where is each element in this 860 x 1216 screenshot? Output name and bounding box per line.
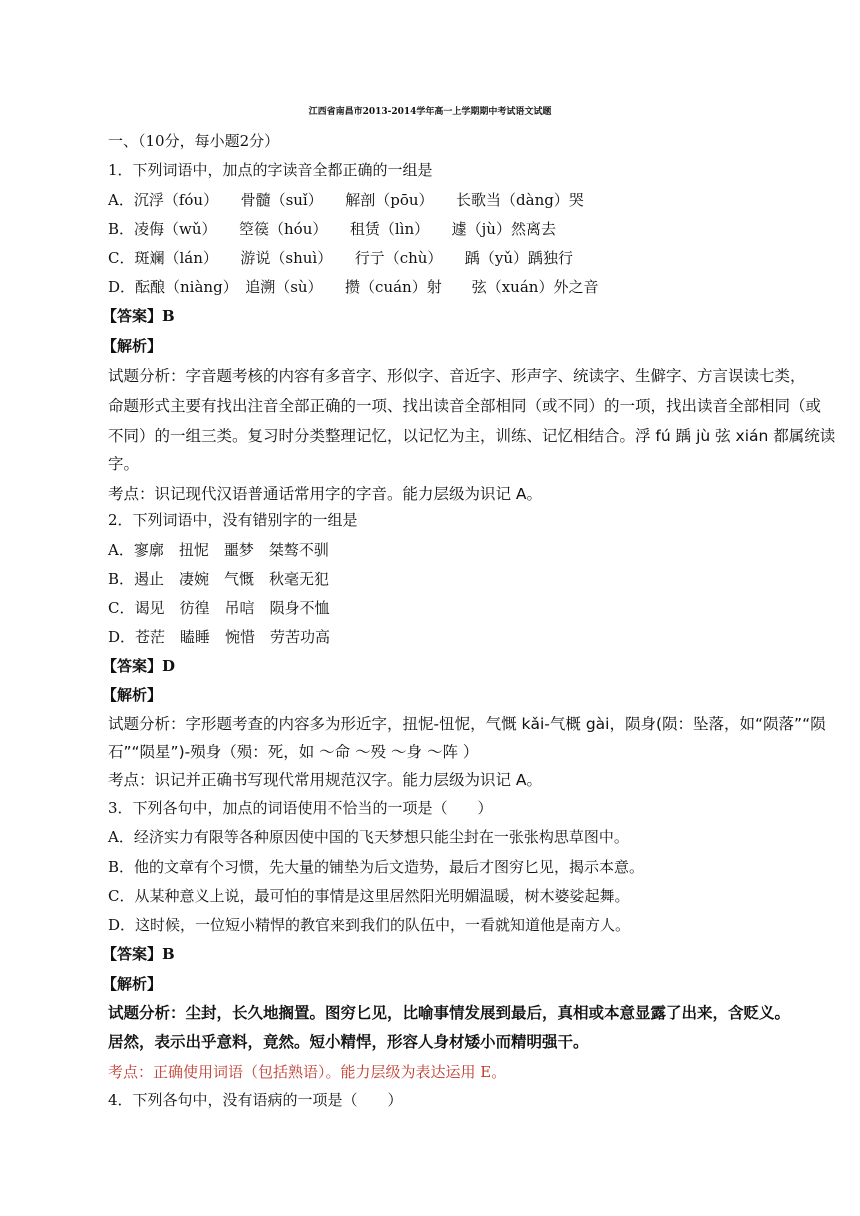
question-1-answer: 【答案】B xyxy=(102,307,175,325)
question-3-option-b: B．他的文章有个习惯，先大量的铺垫为后文造势，最后才图穷匕见，揭示本意。 xyxy=(108,858,645,876)
question-1-option-a: A．沉浮（fóu） 骨髓（suǐ） 解剖（pōu） 长歌当（dàng）哭 xyxy=(108,191,584,209)
section-heading: 一、（10分，每小题2分） xyxy=(108,132,280,150)
question-3-answer: 【答案】B xyxy=(102,945,175,963)
question-2-option-a: A．寥廓 扭怩 噩梦 桀骜不驯 xyxy=(108,541,329,559)
question-1-analysis-line: 试题分析：字音题考核的内容有多音字、形似字、音近字、形声字、统读字、生僻字、方言误读七类， xyxy=(108,367,806,385)
question-3-option-c: C．从某种意义上说，最可怕的事情是这里居然阳光明媚温暖，树木婆娑起舞。 xyxy=(108,887,630,905)
question-2-analysis-label: 【解析】 xyxy=(102,686,163,704)
question-1-option-d: D．酝酿（niàng） 追溯（sù） 攒（cuán）射 弦（xuán）外之音 xyxy=(108,278,599,296)
question-1-kaodian: 考点：识记现代汉语普通话常用字的字音。能力层级为识记 A。 xyxy=(108,485,543,503)
question-2-analysis-line: 试题分析：字形题考查的内容多为形近字，扭怩-忸怩，气慨 kǎi-气概 gài，陨身(陨：坠落，如“陨落”“陨 xyxy=(108,715,826,733)
question-1-analysis-line: 字。 xyxy=(108,455,140,473)
question-2-option-b: B．遏止 凄婉 气慨 秋毫无犯 xyxy=(108,570,330,588)
question-3-option-a: A．经济实力有限等各种原因使中国的飞天梦想只能尘封在一张张构思草图中。 xyxy=(108,828,629,846)
question-3-analysis-label: 【解析】 xyxy=(102,975,163,993)
question-2-stem: 2．下列词语中，没有错别字的一组是 xyxy=(108,511,358,529)
question-3-stem: 3．下列各句中，加点的词语使用不恰当的一项是（ ） xyxy=(108,799,493,817)
question-1-analysis-line: 命题形式主要有找出注音全部正确的一项、找出读音全部相同（或不同）的一项，找出读音全部相同（或 xyxy=(108,397,822,415)
question-2-answer: 【答案】D xyxy=(102,657,176,675)
question-1-analysis-line: 不同）的一组三类。复习时分类整理记忆，以记忆为主，训练、记忆相结合。浮 fú 踽 jù 弦 xián 都属统读 xyxy=(108,427,836,445)
question-3-analysis-line: 居然，表示出乎意料，竟然。短小精悍，形容人身材矮小而精明强干。 xyxy=(108,1033,589,1051)
question-3-option-d: D．这时候，一位短小精悍的教官来到我们的队伍中，一看就知道他是南方人。 xyxy=(108,916,631,934)
question-2-option-c: C．谒见 彷徨 吊唁 陨身不恤 xyxy=(108,599,330,617)
question-2-kaodian: 考点：识记并正确书写现代常用规范汉字。能力层级为识记 A。 xyxy=(108,771,543,789)
question-1-analysis-label: 【解析】 xyxy=(102,337,163,355)
question-3-kaodian: 考点：正确使用词语（包括熟语）。能力层级为表达运用 E。 xyxy=(108,1063,507,1081)
question-2-analysis-line: 石”“陨星”)-殒身（殒：死，如 ～命 ～殁 ～身 ～阵 ） xyxy=(108,743,479,761)
question-3-analysis-line: 试题分析：尘封，长久地搁置。图穷匕见，比喻事情发展到最后，真相或本意显露了出来，含贬义。 xyxy=(108,1004,791,1022)
question-1-stem: 1．下列词语中，加点的字读音全都正确的一组是 xyxy=(108,161,433,179)
question-1-option-c: C．斑斓（lán） 游说（shuì） 行亍（chù） 踽（yǔ）踽独行 xyxy=(108,249,574,267)
question-4-stem: 4．下列各句中，没有语病的一项是（ ） xyxy=(108,1091,403,1109)
question-1-option-b: B．凌侮（wǔ） 箜篌（hóu） 租赁（lìn） 遽（jù）然离去 xyxy=(108,220,556,238)
document-title: 江西省南昌市2013-2014学年高一上学期期中考试语文试题 xyxy=(308,107,552,117)
question-2-option-d: D．苍茫 瞌睡 惋惜 劳苦功高 xyxy=(108,628,331,646)
